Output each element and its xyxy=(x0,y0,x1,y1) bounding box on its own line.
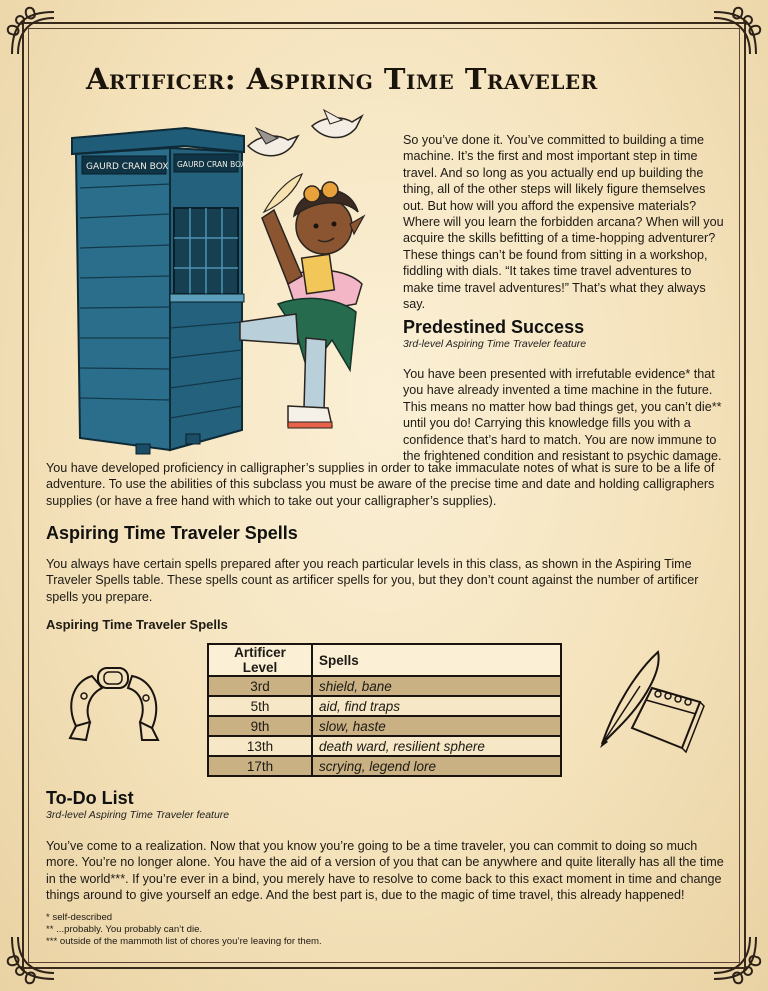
todo-list-body: You’ve come to a realization. Now that you know you’re going to be a time traveler, you can commit to doing so much more. You’re no longer alone. You have the aid of a version of you that can be anywhere and quite literally has all the time in the world***. If you’re ever in a bind, you merely have to resolve to come back to this exact moment in time and change things around to give yourself an edge. And the best part is, due to the magic of time travel, this already happened! xyxy=(46,839,724,903)
cell-spells: slow, haste xyxy=(312,716,561,736)
predestined-success-subtitle: 3rd-level Aspiring Time Traveler feature xyxy=(403,338,587,350)
table-row xyxy=(208,756,561,776)
corner-ornament-icon xyxy=(706,929,764,987)
cell-level: 13th xyxy=(208,736,312,756)
table-row xyxy=(208,676,561,696)
table-header-row xyxy=(208,644,561,676)
table-row xyxy=(208,716,561,736)
table-row xyxy=(208,696,561,716)
predestined-success-heading: Predestined Success xyxy=(403,317,585,337)
box-sign-left: GAURD CRAN BOX xyxy=(86,162,169,172)
cell-spells: scrying, legend lore xyxy=(312,756,561,776)
cell-level: 3rd xyxy=(208,676,312,696)
spells-section-heading: Aspiring Time Traveler Spells xyxy=(46,523,298,543)
spells-section-body: You always have certain spells prepared after you reach particular levels in this class, as shown in the Aspiring Time Traveler Spells table. These spells count as artificer spells for you, but they don’t count against the number of artificer spells you prepare. xyxy=(46,557,699,604)
column-header-level: Artificer Level xyxy=(208,644,312,676)
corner-ornament-icon xyxy=(4,4,62,62)
todo-list-heading: To-Do List xyxy=(46,788,134,808)
corner-ornament-icon xyxy=(706,4,764,62)
page-title: Artificer: Aspiring Time Traveler xyxy=(86,62,598,96)
cell-level: 5th xyxy=(208,696,312,716)
footnote: *** outside of the mammoth list of chores you’re leaving for them. xyxy=(46,936,322,947)
cell-spells: death ward, resilient sphere xyxy=(312,736,561,756)
intro-paragraph: So you’ve done it. You’ve committed to building a time machine. It’s the first and most important step in time travel. And so long as you actually end up building the thing, all of the other steps will likely figure themselves out. But how will you afford the expensive materials? Where will you learn the forbidden arcana? When will you acquire the skills befitting of a time-hopping adventurer? These things can’t be found from sitting in a workshop, fiddling with dials. “It takes time travel adventures to make time travel adventures!” That’s what they always say. xyxy=(403,133,724,312)
footnotes xyxy=(46,912,322,948)
predestined-success-continuation: You have developed proficiency in calligrapher’s supplies in order to take immaculate notes of what is sure to be a life of adventure. To use the abilities of this subclass you must be aware of the precise time and date and holding calligraphers supplies (or have a free hand with which to take out your calligrapher’s supplies). xyxy=(46,461,715,508)
todo-list-subtitle: 3rd-level Aspiring Time Traveler feature xyxy=(46,809,230,821)
predestined-success-body: You have been presented with irrefutable evidence* that you have already invented a time machine in the future. This means no matter how bad things get, you can’t die** until you do! Carrying this knowledge fills you with a confidence that’s hard to match. You are now immune to the frightened condition and resistant to psychic damage. xyxy=(403,367,722,464)
box-sign-right: GAURD CRAN BOX xyxy=(177,160,246,169)
footnote: ** ...probably. You probably can’t die. xyxy=(46,924,203,935)
cell-spells: aid, find traps xyxy=(312,696,561,716)
table-row xyxy=(208,736,561,756)
footnote: * self-described xyxy=(46,912,113,923)
column-header-spells: Spells xyxy=(312,644,561,676)
quill-and-calendar-icon xyxy=(596,648,708,758)
bracelet-icon xyxy=(62,660,166,744)
time-traveler-illustration xyxy=(66,108,396,458)
cell-level: 9th xyxy=(208,716,312,736)
spells-table-title: Aspiring Time Traveler Spells xyxy=(46,617,228,632)
cell-level: 17th xyxy=(208,756,312,776)
cell-spells: shield, bane xyxy=(312,676,561,696)
bird-icon xyxy=(248,128,298,156)
spells-table xyxy=(207,643,562,777)
bird-icon xyxy=(312,110,362,138)
